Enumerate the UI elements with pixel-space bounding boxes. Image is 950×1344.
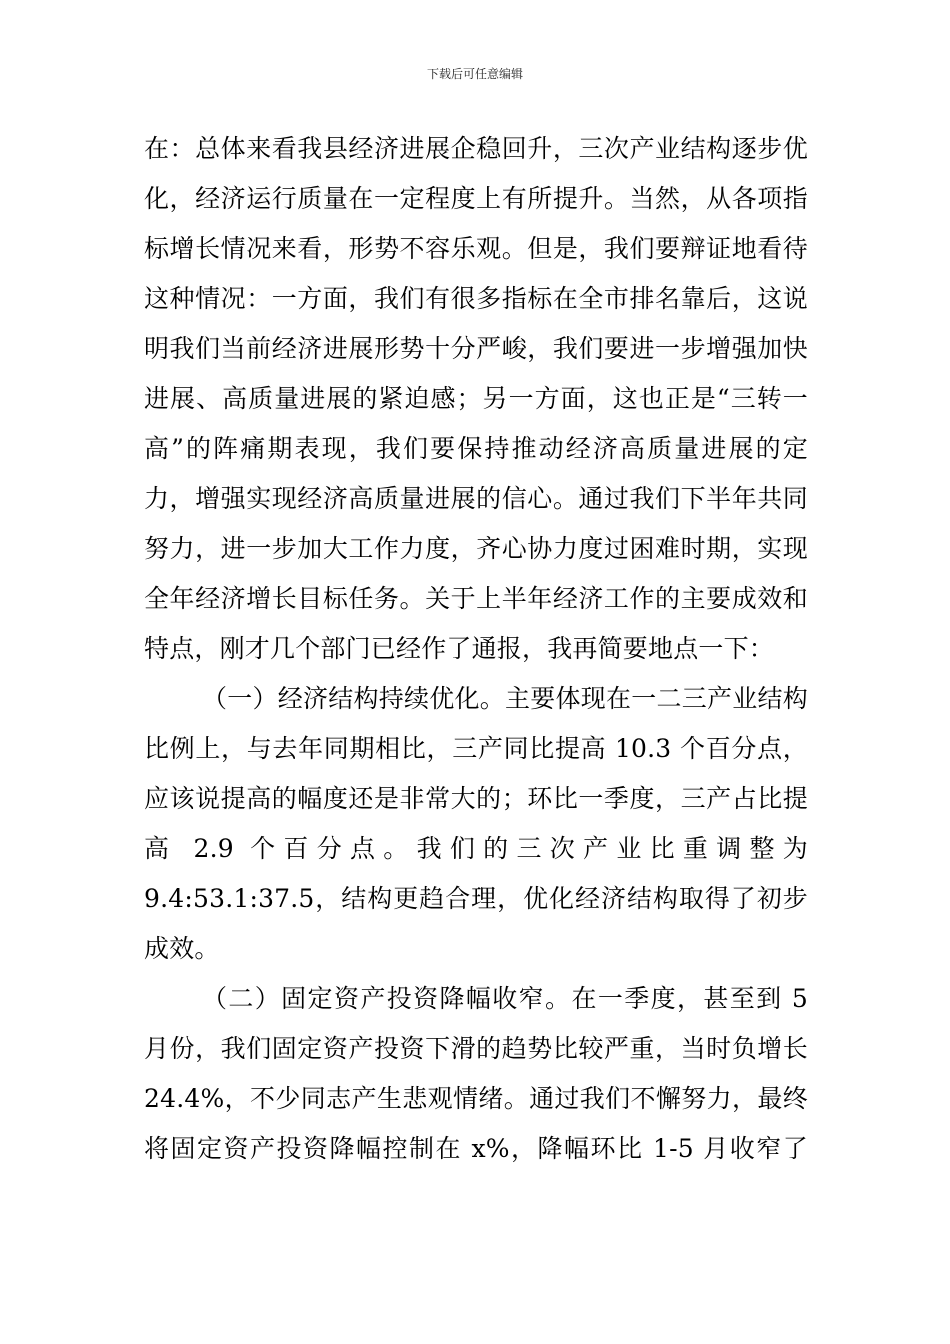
page-header: 下载后可任意编辑 — [426, 67, 523, 81]
body-paragraph-3: （二）固定资产投资降幅收窄。在一季度，甚至到 5 月份，我们固定资产投资下滑的趋势比较严重，当时负增长 24.4%，不少同志产生悲观情绪。通过我们不懈努力，最终将固定资产投资降幅控制在 x%，降幅环比 1-5 月收窄了 — [144, 984, 808, 1163]
body-paragraph-1: 在：总体来看我县经济进展企稳回升，三次产业结构逐步优化，经济运行质量在一定程度上有所提升。当然，从各项指标增长情况来看，形势不容乐观。但是，我们要辩证地看待这种情况：一方面，我们有很多指标在全市排名靠后，这说明我们当前经济进展形势十分严峻，我们要进一步增强加快进展、高质量进展的紧迫感；另一方面，这也正是“三转一高”的阵痛期表现，我们要保持推动经济高质量进展的定力，增强实现经济高质量进展的信心。通过我们下半年共同努力，进一步加大工作力度，齐心协力度过困难时期，实现全年经济增长目标任务。关于上半年经济工作的主要成效和特点，刚才几个部门已经作了通报，我再简要地点一下： — [144, 134, 808, 663]
body-paragraph-2: （一）经济结构持续优化。主要体现在一二三产业结构比例上，与去年同期相比，三产同比提高 10.3 个百分点，应该说提高的幅度还是非常大的；环比一季度，三产占比提高 2.9 个百分点。我们的三次产业比重调整为 9.4:53.1:37.5，结构更趋合理，优化经济结构取得了初步成效。 — [144, 684, 808, 963]
document-body — [144, 124, 808, 1174]
